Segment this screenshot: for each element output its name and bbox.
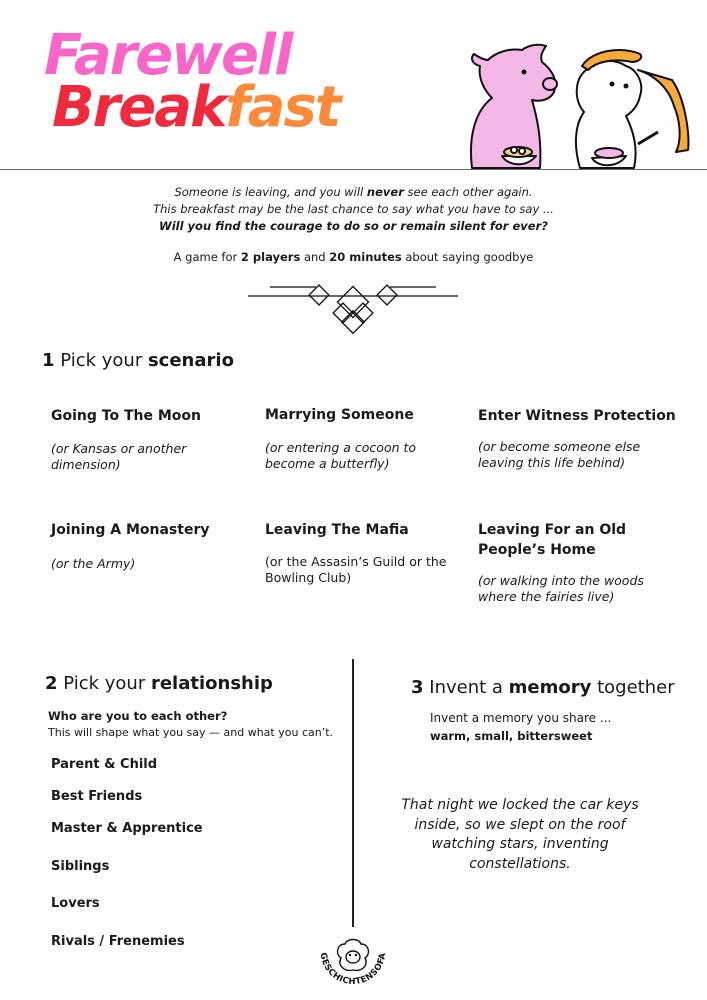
scenario-name: Joining A Monastery — [51, 522, 210, 538]
memory-heading: 3 Invent a memory together — [411, 677, 675, 698]
sheep-logo-icon — [315, 924, 391, 990]
memory-qualities: warm, small, bittersweet — [430, 729, 593, 743]
scenario-desc: (or the Assasin’s Guild or the Bowling Club) — [265, 554, 447, 585]
scenario-desc: (or walking into the woods where the fairies live) — [478, 573, 644, 604]
relationship-item: Master & Apprentice — [51, 821, 203, 836]
relationship-item: Siblings — [51, 859, 110, 874]
title-breakfast — [52, 75, 340, 140]
intro-line-2: This breakfast may be the last chance to say what you have to say ... — [153, 202, 554, 216]
relationship-hint: This will shape what you say — and what you can’t. — [48, 726, 334, 739]
title-fast: fast — [225, 75, 340, 140]
relationship-question: Who are you to each other? — [48, 709, 228, 723]
memory-prompt: Invent a memory you share ... — [430, 711, 612, 725]
header-divider — [0, 169, 707, 170]
tagline: A game for 2 players and 20 minutes about saying goodbye — [173, 250, 534, 264]
scenario-name: Leaving The Mafia — [265, 522, 409, 538]
intro-line-3: Will you find the courage to do so or remain silent for ever? — [159, 219, 548, 233]
scenario-name: Enter Witness Protection — [478, 408, 676, 424]
never-emphasis: never — [366, 185, 404, 199]
logo-text: GESCHICHTENSOFA — [317, 951, 389, 988]
sheep-icon — [576, 50, 689, 168]
scenario-desc: (or the Army) — [51, 556, 136, 571]
pig-and-sheep-illustration — [462, 40, 702, 170]
relationship-heading: 2 Pick your relationship — [45, 673, 273, 694]
relationship-item: Parent & Child — [51, 757, 158, 772]
scenario-desc: (or Kansas or another dimension) — [51, 441, 187, 472]
scenario-heading: 1 Pick your scenario — [42, 350, 234, 371]
scenario-name: Leaving For an Old People’s Home — [478, 522, 627, 558]
pig-icon — [471, 45, 557, 168]
scenario-name: Marrying Someone — [265, 407, 414, 423]
title-break: Break — [52, 75, 226, 140]
intro-line-1: Someone is leaving, and you will never see each other again. — [174, 185, 533, 199]
title-farewell: Farewell — [44, 23, 292, 88]
relationship-item: Best Friends — [51, 789, 143, 804]
scenario-desc: (or become someone else leaving this life behind) — [478, 439, 641, 470]
memory-example: That night we locked the car keys inside, so we slept on the roof watching stars, inventing constellations. — [401, 797, 639, 872]
scenario-desc: (or entering a cocoon to become a butterfly) — [265, 440, 417, 471]
scenario-name: Going To The Moon — [51, 408, 201, 424]
diamond-ornament — [246, 282, 460, 334]
relationship-item: Lovers — [51, 896, 100, 911]
relationship-item: Rivals / Frenemies — [51, 934, 185, 949]
column-divider — [352, 659, 354, 927]
